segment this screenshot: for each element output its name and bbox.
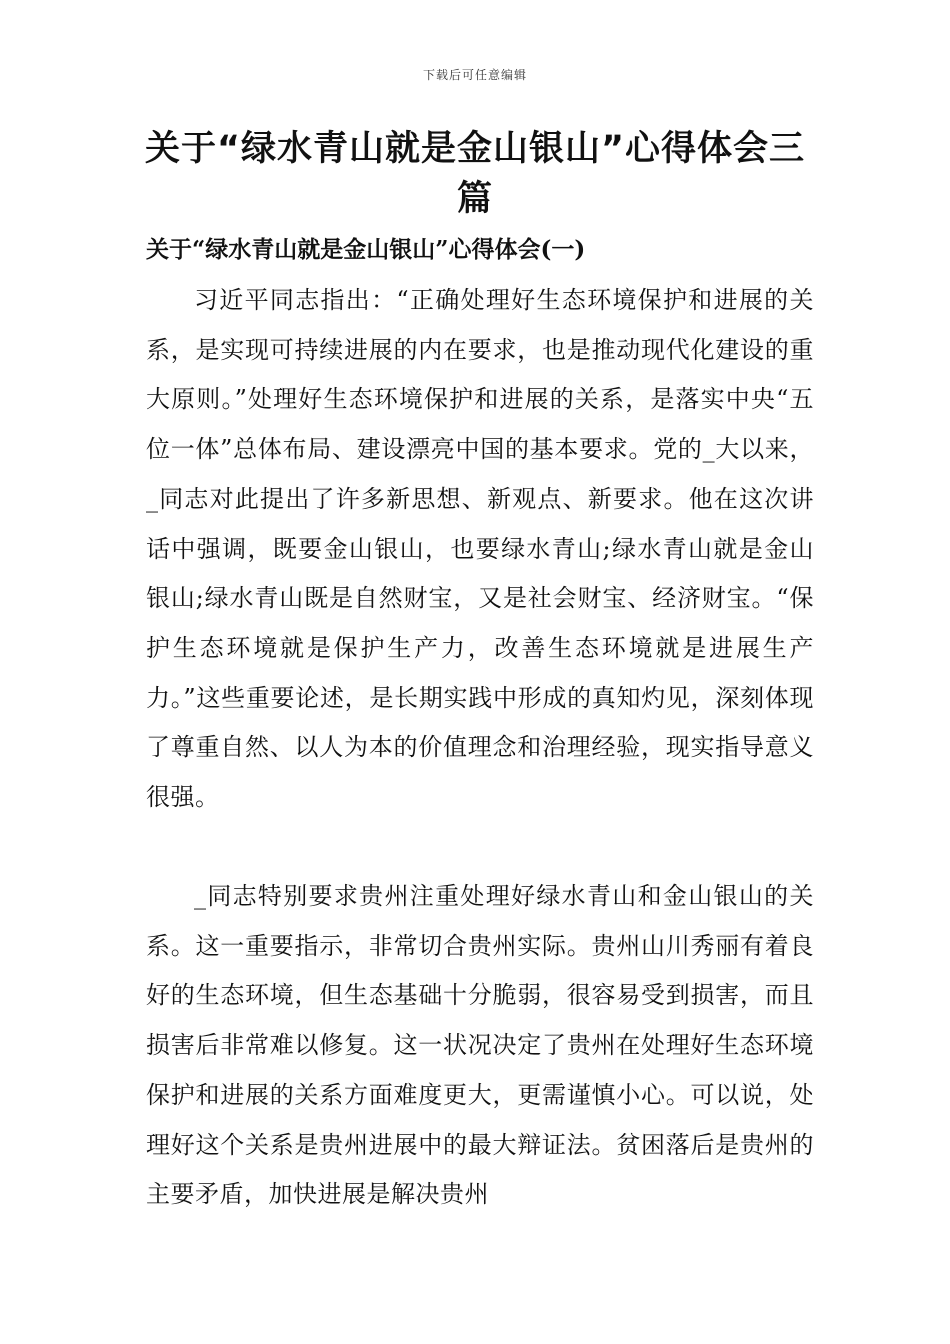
section-heading: 关于“绿水青山就是金山银山”心得体会(一) xyxy=(146,236,586,263)
body-paragraph-1: 习近平同志指出：“正确处理好生态环境保护和进展的关系，是实现可持续进展的内在要求，也是推动现代化建设的重大原则。”处理好生态环境保护和进展的关系，是落实中央“五位一体”总体布局、建设漂亮中国的基本要求。党的_大以来，_同志对此提出了许多新思想、新观点、新要求。他在这次讲话中强调，既要金山银山，也要绿水青山;绿水青山就是金山银山;绿水青山既是自然财宝，又是社会财宝、经济财宝。“保护生态环境就是保护生产力，改善生态环境就是进展生产力。”这些重要论述，是长期实践中形成的真知灼见，深刻体现了尊重自然、以人为本的价值理念和治理经验，现实指导意义很强。 xyxy=(146,286,814,812)
header-note: 下载后可任意编辑 xyxy=(422,68,527,82)
body-paragraph-2: _同志特别要求贵州注重处理好绿水青山和金山银山的关系。这一重要指示，非常切合贵州实际。贵州山川秀丽有着良好的生态环境，但生态基础十分脆弱，很容易受到损害，而且损害后非常难以修复。这一状况决定了贵州在处理好生态环境保护和进展的关系方面难度更大，更需谨慎小心。可以说，处理好这个关系是贵州进展中的最大辩证法。贫困落后是贵州的主要矛盾，加快进展是解决贵州 xyxy=(146,882,814,1209)
document-title: 关于“绿水青山就是金山银山”心得体会三篇 xyxy=(144,129,805,219)
